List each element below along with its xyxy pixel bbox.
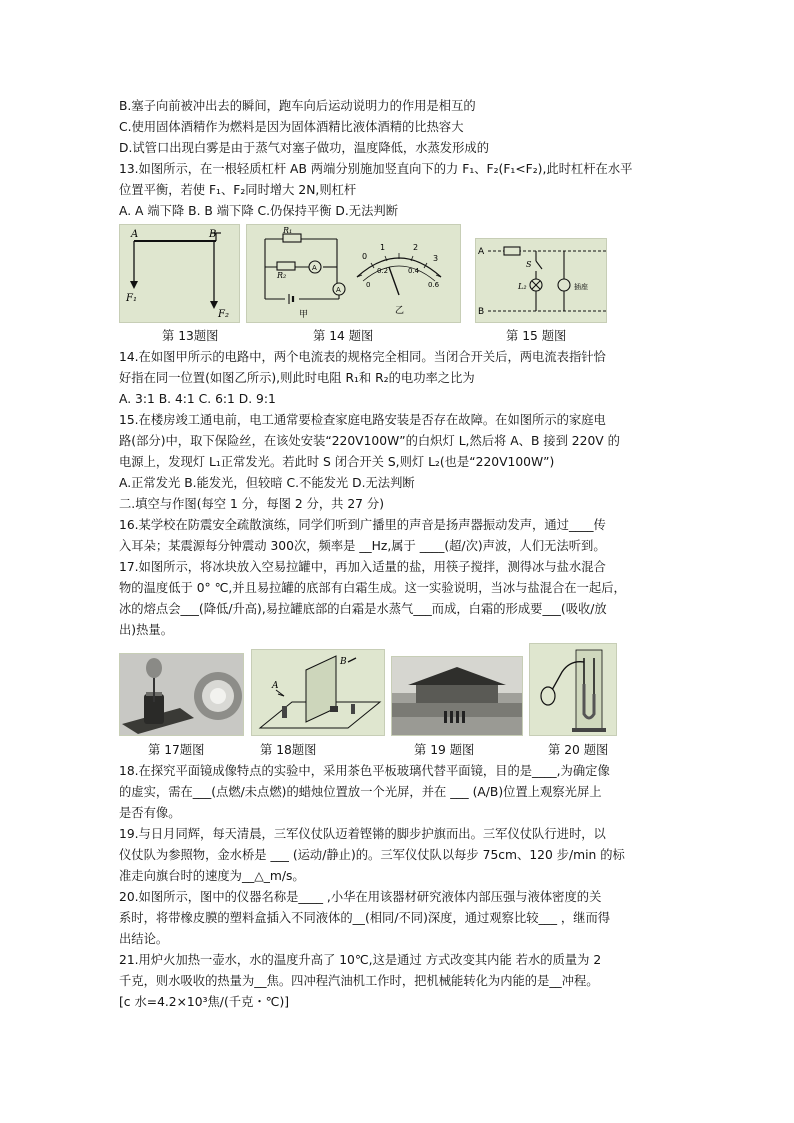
question-13: 13.如图所示，在一根轻质杠杆 AB 两端分别施加竖直向下的力 F₁、F₂(F₁<F₂),此时杠杆在水平 [119,162,633,176]
label-f2: F₂ [218,309,229,320]
scale-big-0: 0 [362,252,368,261]
question-13-cont: 位置平衡，若使 F₁、F₂同时增大 2N,则杠杆 [119,183,357,197]
label-r1: R₁ [283,226,293,235]
option-b-line: B.塞子向前被冲出去的瞬间，跑车向后运动说明力的作用是相互的 [119,99,476,113]
question-14: 14.在如图甲所示的电路中，两个电流表的规格完全相同。当闭合开关后，两电流表指针恰 [119,350,606,364]
figure-20-manometer [529,643,617,736]
label-switch-s: S [526,260,532,269]
caption-fig-14: 第 14 题图 [313,329,374,343]
caption-fig-18: 第 18题图 [260,743,317,757]
question-17-cont3: 出)热量。 [119,623,173,637]
caption-fig-19: 第 19 题图 [414,743,475,757]
scale-big-1: 1 [380,243,386,252]
label-r2: R₂ [277,271,287,280]
question-19-cont1: 仪仗队为参照物，金水桥是 ___ (运动/静止)的。三军仪仗队以每步 75cm、120 步/min 的标 [119,848,625,862]
section-2-heading: 二.填空与作图(每空 1 分，每图 2 分，共 27 分) [119,497,385,511]
question-15-cont1: 路(部分)中，取下保险丝，在该处安装“220V100W”的白炽灯 L,然后将 A、B 接到 220V 的 [119,434,620,448]
label-a: A [131,229,139,240]
question-19-cont2: 准走向旗台时的速度为__△_m/s。 [119,869,305,883]
figure-15-home-circuit [475,238,607,323]
label-f1: F₁ [126,293,137,304]
label-b: B [209,229,217,240]
option-c-line: C.使用固体酒精作为燃料是因为固体酒精比液体酒精的比热容大 [119,120,464,134]
question-19: 19.与日月同辉，每天清晨，三军仪仗队迈着铿锵的脚步护旗而出。三军仪仗队行进时，以 [119,827,606,841]
scale-small-04: 0.4 [408,267,420,275]
label-position-a: A [272,681,279,691]
question-21-cont2: [c 水=4.2×10³焦/(千克・℃)] [119,995,290,1009]
question-18-cont2: 是否有像。 [119,806,181,820]
question-16: 16.某学校在防震安全疏散演练，同学们听到广播里的声音是扬声器振动发声，通过____传 [119,518,606,532]
caption-fig-20: 第 20 题图 [548,743,609,757]
question-14-options: A. 3:1 B. 4:1 C. 6:1 D. 9:1 [119,392,276,406]
scale-big-2: 2 [413,243,419,252]
question-17: 17.如图所示，将冰块放入空易拉罐中，再加入适量的盐，用筷子搅拌，测得冰与盐水混合 [119,560,606,574]
question-15-options: A.正常发光 B.能发光，但较暗 C.不能发光 D.无法判断 [119,476,415,490]
question-15: 15.在楼房竣工通电前，电工通常要检查家庭电路安装是否存在故障。在如图所示的家庭电 [119,413,606,427]
figure-14-circuit [246,224,461,323]
scale-small-0: 0 [366,281,371,289]
question-17-cont1: 物的温度低于 0° ℃,并且易拉罐的底部有白霜生成。这一实验说明，当冰与盐混合在一起后， [119,581,626,595]
question-13-options: A. A 端下降 B. B 端下降 C.仍保持平衡 D.无法判断 [119,204,398,218]
label-l2: L₂ [518,282,527,291]
ammeter-2-label: A [336,286,341,294]
question-20-cont2: 出结论。 [119,932,169,946]
figure-13-lever [119,224,240,323]
question-18-cont1: 的虚实，需在___(点燃/未点燃)的蜡烛位置放一个光屏，并在 ___ (A/B)位置上观察光屏上 [119,785,602,799]
label-terminal-a: A [478,247,485,257]
figure-18-mirror-setup [251,649,385,736]
scale-small-06: 0.6 [428,281,440,289]
question-14-cont: 好指在同一位置(如图乙所示),则此时电阻 R₁和 R₂的电功率之比为 [119,371,475,385]
question-18: 18.在探究平面镜成像特点的实验中，采用茶色平板玻璃代替平面镜，目的是____,为确定像 [119,764,610,778]
label-terminal-b: B [478,307,485,317]
figure-19-photo [391,656,523,736]
question-20: 20.如图所示，图中的仪器名称是____ ,小华在用该器材研究液体内部压强与液体密度的关 [119,890,602,904]
question-16-cont: 入耳朵；某震源每分钟震动 300次，频率是 __Hz,属于 ____(超/次)声波，人们无法听到。 [119,539,606,553]
question-15-cont2: 电源上，发现灯 L₁正常发光。若此时 S 闭合开关 S,则灯 L₂(也是“220V100W”) [119,455,555,469]
caption-fig-15: 第 15 题图 [506,329,567,343]
label-socket: 插座 [574,283,588,291]
question-21: 21.用炉火加热一壶水，水的温度升高了 10℃,这是通过 方式改变其内能 若水的质量为 2 [119,953,602,967]
ammeter-1-label: A [312,264,317,272]
scale-big-3: 3 [433,254,439,263]
label-yi: 乙 [395,306,405,316]
caption-fig-13: 第 13题图 [162,329,219,343]
question-20-cont1: 系时，将带橡皮膜的塑料盒插入不同液体的__(相同/不同)深度，通过观察比较___ ，继而得 [119,911,611,925]
label-position-b: B [340,657,347,667]
option-d-line: D.试管口出现白雾是由于蒸气对塞子做功，温度降低，水蒸发形成的 [119,141,489,155]
caption-fig-17: 第 17题图 [148,743,205,757]
question-17-cont2: 冰的熔点会___(降低/升高),易拉罐底部的白霜是水蒸气___而成，白霜的形成要___(吸收/放 [119,602,607,616]
label-jia: 甲 [299,310,309,320]
scale-small-02: 0.2 [377,267,389,275]
figure-17-photo [119,653,244,736]
question-21-cont1: 千克，则水吸收的热量为__焦。四冲程汽油机工作时，把机械能转化为内能的是__冲程。 [119,974,599,988]
